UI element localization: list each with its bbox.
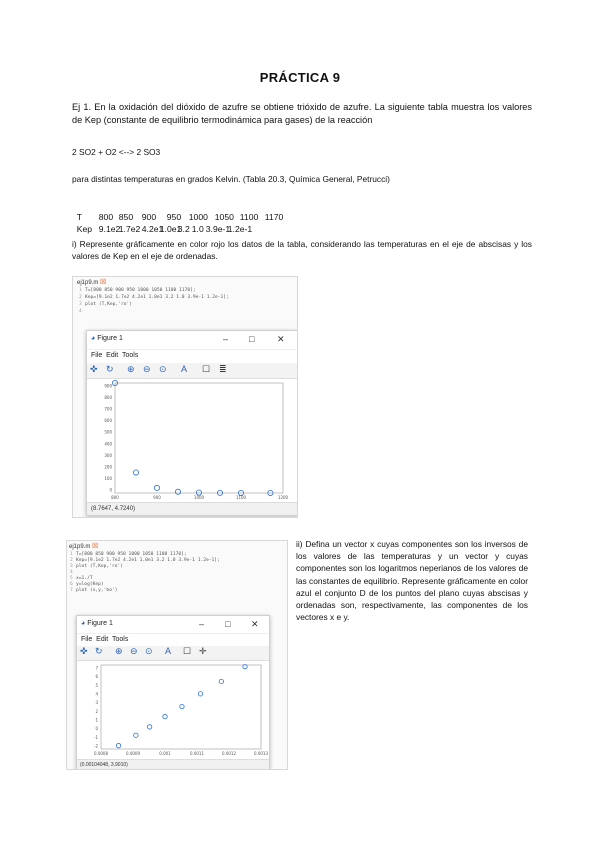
screenshot-figure-1 bbox=[72, 276, 298, 518]
line-number: 7 bbox=[70, 588, 73, 593]
plot-axes bbox=[115, 383, 283, 493]
x-tick-label: 0.001 bbox=[159, 751, 171, 756]
file-tab-label: ej1p9.m bbox=[69, 544, 91, 550]
close-window-icon[interactable]: ✕ bbox=[251, 619, 259, 629]
editor-tab[interactable] bbox=[69, 542, 98, 550]
file-tab-label: ej1p9.m bbox=[77, 280, 99, 286]
maximize-icon[interactable]: □ bbox=[249, 334, 255, 344]
x-tick-label: 0.0009 bbox=[126, 751, 140, 756]
zoom-out-icon[interactable]: ⊖ bbox=[130, 646, 138, 656]
editor-tab[interactable] bbox=[77, 278, 106, 286]
code-line bbox=[70, 570, 76, 575]
code-text: T=[800 850 900 950 1000 1050 1100 1170]; bbox=[76, 552, 187, 557]
figure-toolbar bbox=[87, 363, 297, 379]
figure-titlebar bbox=[87, 331, 297, 350]
pan-icon[interactable]: ✜ bbox=[80, 646, 88, 656]
page-title: PRÁCTICA 9 bbox=[259, 70, 341, 85]
table-cell: 800 bbox=[98, 212, 114, 222]
x-tick-label: 900 bbox=[153, 495, 161, 499]
code-text: Kep=[9.1e2 1.7e2 4.2e1 1.0e1 3.2 1.0 3.9e-1 1.2e-1]; bbox=[76, 558, 220, 563]
screenshot-figure-2 bbox=[66, 540, 288, 770]
line-number: 4 bbox=[79, 309, 82, 314]
rotate-icon[interactable]: ↻ bbox=[106, 364, 114, 374]
menu-edit[interactable]: Edit bbox=[106, 352, 119, 359]
figure-title-text: Figure 1 bbox=[87, 620, 113, 627]
code-line bbox=[70, 576, 93, 581]
figure-title bbox=[91, 335, 123, 342]
table-cell: 1.2e-1 bbox=[227, 224, 253, 234]
y-tick-label: 1 bbox=[95, 717, 98, 723]
zoom-reset-icon[interactable]: ⊙ bbox=[159, 364, 167, 374]
y-tick-label: 300 bbox=[104, 452, 112, 458]
menu-file[interactable]: File bbox=[91, 352, 103, 359]
code-line bbox=[70, 564, 123, 569]
y-tick-label: 5 bbox=[95, 682, 98, 688]
menu-tools[interactable]: Tools bbox=[112, 636, 129, 643]
y-tick-label: -2 bbox=[94, 743, 98, 749]
table-cell: 3.2 bbox=[177, 224, 190, 234]
figure-toolbar bbox=[77, 646, 269, 661]
code-text: y=log(Kep) bbox=[76, 582, 104, 587]
y-tick-label: 2 bbox=[95, 708, 98, 714]
line-number: 4 bbox=[70, 570, 73, 575]
menu-file[interactable]: File bbox=[81, 636, 93, 643]
line-number: 2 bbox=[79, 295, 82, 300]
code-line bbox=[79, 302, 132, 307]
maximize-icon[interactable]: □ bbox=[225, 619, 231, 629]
pan-icon[interactable]: ✜ bbox=[90, 364, 98, 374]
y-tick-label: 3 bbox=[95, 700, 98, 706]
table-cell: 9.1e2 bbox=[98, 224, 121, 234]
status-bar bbox=[77, 759, 269, 770]
table-cell: 1.0 bbox=[191, 224, 204, 234]
y-tick-label: 800 bbox=[104, 395, 112, 401]
y-tick-label: 0 bbox=[109, 487, 112, 493]
cursor-coordinates: (8.7647, 4.7240) bbox=[91, 506, 136, 512]
zoom-in-icon[interactable]: ⊕ bbox=[127, 364, 135, 374]
code-line bbox=[79, 309, 85, 314]
table-cell: 4.2e1 bbox=[141, 224, 164, 234]
x-tick-label: 800 bbox=[111, 495, 119, 499]
menu-bar bbox=[81, 636, 128, 643]
plot-canvas-1[interactable] bbox=[87, 379, 297, 499]
octave-logo-icon: ◕ bbox=[81, 620, 86, 627]
box-icon[interactable]: ☐ bbox=[183, 646, 192, 656]
table-label: Kep bbox=[76, 224, 93, 234]
y-tick-label: 600 bbox=[104, 418, 112, 424]
figure-window bbox=[76, 615, 270, 770]
part-i-statement: i) Represente gráficamente en color rojo los datos de la tabla, considerando las temperaturas en el eje de abscisas y los valores de Kep en el eje de ordenadas. bbox=[72, 239, 532, 261]
code-line bbox=[70, 552, 187, 557]
figure-title-text: Figure 1 bbox=[97, 335, 123, 342]
y-tick-label: 7 bbox=[95, 665, 98, 671]
code-line bbox=[79, 295, 229, 300]
zoom-in-icon[interactable]: ⊕ bbox=[115, 646, 123, 656]
table-cell: 1170 bbox=[264, 212, 284, 222]
y-tick-label: 900 bbox=[104, 383, 112, 389]
reaction-equation: 2 SO2 + O2 <--> 2 SO3 bbox=[72, 147, 161, 157]
y-tick-label: 6 bbox=[95, 674, 98, 680]
y-tick-label: 200 bbox=[104, 464, 112, 470]
code-line bbox=[70, 558, 220, 563]
line-number: 1 bbox=[79, 288, 82, 293]
table-cell: 950 bbox=[166, 212, 182, 222]
figure-window bbox=[86, 330, 298, 516]
octave-logo-icon: ◕ bbox=[91, 335, 96, 342]
line-number: 1 bbox=[70, 552, 73, 557]
figure-title bbox=[81, 620, 113, 627]
menu-bar bbox=[91, 352, 138, 359]
y-tick-label: 4 bbox=[95, 691, 98, 697]
table-cell: 1050 bbox=[214, 212, 234, 222]
x-tick-label: 1100 bbox=[235, 495, 247, 499]
code-line bbox=[70, 588, 118, 593]
x-tick-label: 1000 bbox=[193, 495, 205, 499]
table-label: T bbox=[76, 212, 83, 222]
zoom-out-icon[interactable]: ⊖ bbox=[143, 364, 151, 374]
code-text: plot (x,y,'bo') bbox=[76, 588, 118, 593]
x-tick-label: 0.0011 bbox=[190, 751, 204, 756]
rotate-icon[interactable]: ↻ bbox=[95, 646, 103, 656]
close-window-icon[interactable]: ✕ bbox=[277, 334, 285, 344]
line-number: 2 bbox=[70, 558, 73, 563]
code-text: plot (T,Kep,'ro') bbox=[76, 564, 124, 569]
y-tick-label: 100 bbox=[104, 475, 112, 481]
cursor-coordinates: (0.00104048, 3.9010) bbox=[80, 762, 128, 768]
table-cell: 1.0e1 bbox=[159, 224, 182, 234]
box-icon[interactable]: ☐ bbox=[202, 364, 211, 374]
line-number: 6 bbox=[70, 582, 73, 587]
line-number: 3 bbox=[79, 302, 82, 307]
grid-icon[interactable]: ✛ bbox=[199, 646, 207, 656]
code-text: plot (T,Kep,'ro') bbox=[85, 302, 133, 307]
code-line bbox=[70, 582, 104, 587]
table-cell: 1100 bbox=[239, 212, 259, 222]
close-icon[interactable]: ☒ bbox=[100, 279, 107, 286]
figure-titlebar bbox=[77, 616, 269, 634]
grid-icon[interactable]: ≣ bbox=[219, 364, 227, 374]
part-ii-statement: ii) Defina un vector x cuyas componentes son los inversos de los valores de las temperaturas y un vector y cuyas componentes son los logaritmos neperianos de los valores de las constantes de equilibrio. Represente gráficamente en color azul el conjunto D de los puntos del plano cuyas abscisas y ordenadas son, respectivamente, las componentes de los vectores x e y. bbox=[296, 539, 528, 623]
code-line bbox=[79, 288, 196, 293]
text-insert-icon[interactable]: A bbox=[181, 364, 188, 374]
data-table-row-kep bbox=[72, 210, 254, 236]
x-tick-label: 0.0013 bbox=[254, 751, 268, 756]
code-text: Kep=[9.1e2 1.7e2 4.2e1 1.0e1 3.2 1.0 3.9e-1 1.2e-1]; bbox=[85, 295, 229, 300]
temperature-note: para distintas temperaturas en grados Kelvin. (Tabla 20.3, Química General, Petrucci) bbox=[72, 174, 390, 184]
line-number: 5 bbox=[70, 576, 73, 581]
table-cell: 850 bbox=[118, 212, 134, 222]
table-cell: 900 bbox=[141, 212, 157, 222]
y-tick-label: 500 bbox=[104, 429, 112, 435]
code-text: x=1./T bbox=[76, 576, 93, 581]
text-insert-icon[interactable]: A bbox=[165, 646, 172, 656]
table-cell: 3.9e-1 bbox=[205, 224, 231, 234]
ej1-statement: Ej 1. En la oxidación del dióxido de azufre se obtiene trióxido de azufre. La siguiente tabla muestra los valores de Kep (constante de equilibrio termodinámica para gases) de la reacción bbox=[72, 102, 532, 125]
code-text: T=[800 850 900 950 1000 1050 1100 1170]; bbox=[85, 288, 196, 293]
y-tick-label: -1 bbox=[94, 734, 98, 740]
y-tick-label: 400 bbox=[104, 441, 112, 447]
zoom-reset-icon[interactable]: ⊙ bbox=[145, 646, 153, 656]
table-cell: 1000 bbox=[188, 212, 208, 222]
x-tick-label: 0.0012 bbox=[222, 751, 236, 756]
status-bar bbox=[87, 502, 297, 515]
plot-canvas-2[interactable] bbox=[77, 661, 269, 759]
minimize-icon[interactable]: – bbox=[199, 619, 205, 629]
y-tick-label: 700 bbox=[104, 406, 112, 412]
x-tick-label: 1200 bbox=[277, 495, 289, 499]
menu-tools[interactable]: Tools bbox=[122, 352, 139, 359]
y-tick-label: 0 bbox=[95, 726, 98, 732]
table-cell: 1.7e2 bbox=[118, 224, 141, 234]
minimize-icon[interactable]: – bbox=[223, 334, 229, 344]
line-number: 3 bbox=[70, 564, 73, 569]
close-icon[interactable]: ☒ bbox=[92, 543, 99, 550]
menu-edit[interactable]: Edit bbox=[96, 636, 109, 643]
x-tick-label: 0.0008 bbox=[94, 751, 108, 756]
plot-axes bbox=[101, 665, 261, 749]
